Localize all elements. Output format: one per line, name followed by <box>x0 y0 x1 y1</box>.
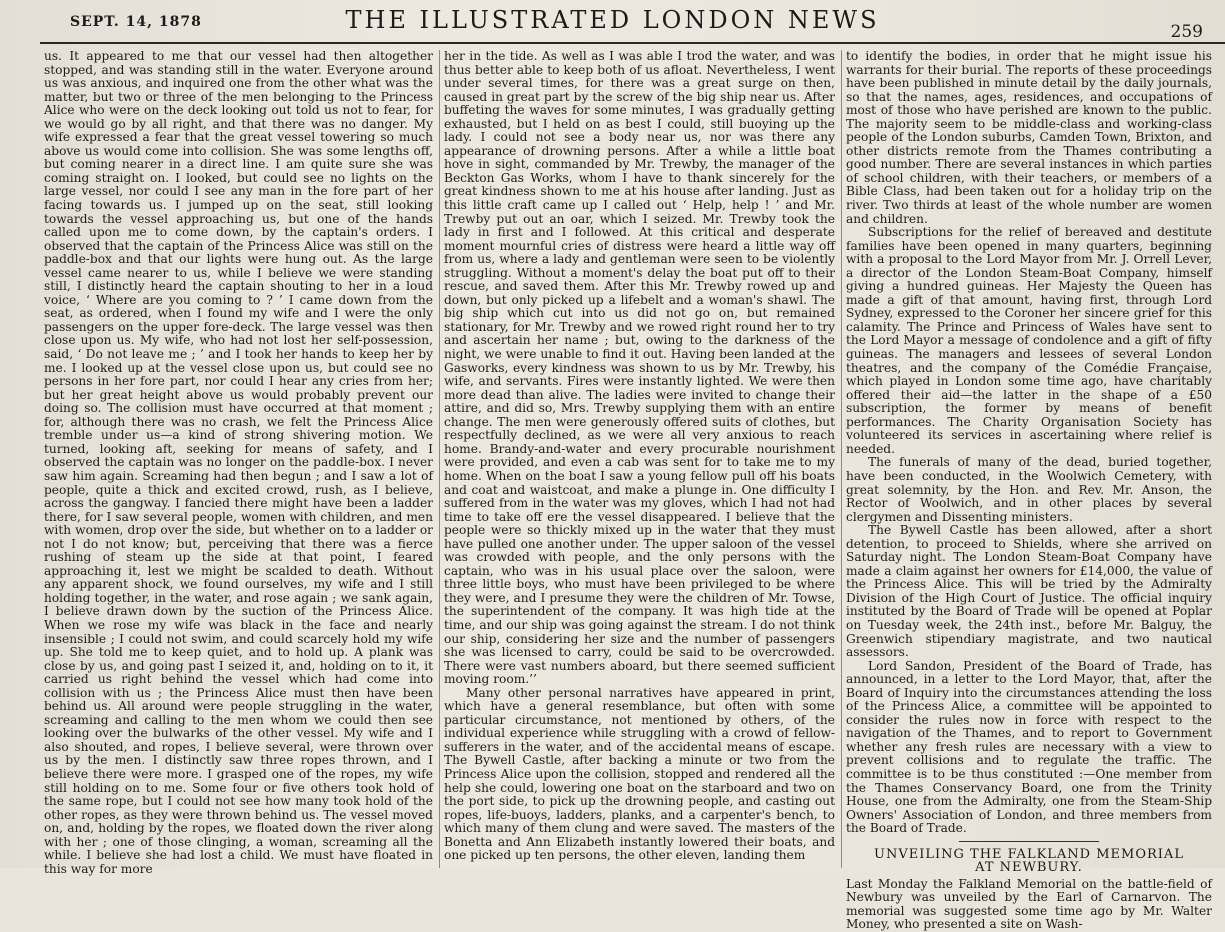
column-2 <box>444 50 835 868</box>
masthead <box>0 0 1225 44</box>
page-number: 259 <box>1170 22 1203 42</box>
column-1 <box>44 49 433 876</box>
issue-date: SEPT. 14, 1878 <box>70 14 202 30</box>
article-heading: UNVEILING THE FALKLAND MEMORIAL <box>874 846 1184 862</box>
paragraph: Many other personal narratives have appeared in print, which have a general resemblance, but often with some particular circumstance, not mentioned by others, of the individual experience while struggling with a crowd of fellow-sufferers in the water, and of the accidental means of escape. The Bywell Castle, after backing a minute or two from the Princess Alice upon the collision, stopped and rendered all the help she could, lowering one boat on the starboard and two on the port side, to pick up the drowning people, and casting out ropes, life-buoys, ladders, planks, and a carpenter's bench, to which many of them clung and were saved. The masters of the Bonetta and Ann Elizabeth instantly lowered their boats, and one picked up ten persons, the other eleven, landing them <box>444 685 835 863</box>
section-rule <box>959 841 1099 842</box>
paragraph: Subscriptions for the relief of bereaved and destitute families have been opened in many quarters, beginning with a proposal to the Lord Mayor from Mr. J. Orrell Lever, a director of the London Steam-Boat Company, himself giving a hundred guineas. Her Majesty the Queen has made a gift of that amount, having first, through Lord Sydney, expressed to the Coroner her sincere grief for this calamity. The Prince and Princess of Wales have sent to the Lord Mayor a message of condolence and a gift of fifty guineas. The managers and lessees of several London theatres, and the company of the Comédie Française, which played in London some time ago, have charitably offered their aid—the latter in the shape of a £50 subscription, the former by means of benefit performances. The Charity Organisation Society has volunteered its services in ascertaining where relief is needed. <box>846 225 1212 456</box>
paragraph: Lord Sandon, President of the Board of Trade, has announced, in a letter to the Lord Mayor, that, after the Board of Inquiry into the circumstances attending the loss of the Princess Alice, a committee will be appointed to consider the rules now in force with respect to the navigation of the Thames, and to report to Government whether any fresh rules are necessary with a view to prevent collisions and to regulate the traffic. The committee is to be thus constituted :—One member from the Thames Conservancy Board, one from the Trinity House, one from the Admiralty, one from the Steam-Ship Owners' Association of London, and three members from the Board of Trade. <box>846 658 1212 836</box>
column-divider <box>439 50 440 868</box>
column-divider <box>841 50 842 868</box>
paragraph: Last Monday the Falkland Memorial on the battle-field of Newbury was unveiled by the Earl of Carnarvon. The memorial was suggested some time ago by Mr. Walter Money, who presented a site on Wash- <box>846 876 1212 932</box>
paragraph: The Bywell Castle has been allowed, after a short detention, to proceed to Shields, where she arrived on Saturday night. The London Steam-Boat Company have made a claim against her owners for £14,000, the value of the Princess Alice. This will be tried by the Admiralty Division of the High Court of Justice. The official inquiry instituted by the Board of Trade will be opened at Poplar on Tuesday week, the 24th inst., before Mr. Balguy, the Greenwich stipendiary magistrate, and two nautical assessors. <box>846 523 1212 660</box>
paragraph: to identify the bodies, in order that he might issue his warrants for their burial. The reports of these proceedings have been published in minute detail by the daily journals, so that the names, ages, residences, and occupations of most of those who have perished are known to the public. The majority seem to be middle-class and working-class people of the London suburbs, Camden Town, Brixton, and other districts remote from the Thames contributing a good number. There are several instances in which parties of school children, with their teachers, or members of a Bible Class, had been taken out for a holiday trip on the river. Two thirds at least of the whole number are women and children. <box>846 49 1212 226</box>
paragraph: her in the tide. As well as I was able I trod the water, and was thus better able to keep both of us afloat. Nevertheless, I went under several times, for there was a great surge on then, caused in great part by the screw of the big ship near us. After buffeting the waves for some minutes, I was gradually getting exhausted, but I held on as best I could, still buoying up the lady. I could not see a body near us, nor was there any appearance of drowning persons. After a while a little boat hove in sight, commanded by Mr. Trewby, the manager of the Beckton Gas Works, whom I have to thank sincerely for the great kindness shown to me at his house after landing. Just as this little craft came up I called out ‘ Help, help ! ’ and Mr. Trewby put out an oar, which I seized. Mr. Trewby took the lady in first and I followed. At this critical and desperate moment mournful cries of distress were heard a little way off from us, where a lady and gentleman were seen to be violently struggling. Without a moment's delay the boat put off to their rescue, and saved them. After this Mr. Trewby rowed up and down, but only picked up a lifebelt and a woman's shawl. The big ship which cut into us did not go on, but remained stationary, for Mr. Trewby and we rowed right round her to try and ascertain her name ; but, owing to the darkness of the night, we were unable to find it out. Having been landed at the Gasworks, every kindness was shown to us by Mr. Trewby, his wife, and servants. Fires were instantly lighted. We were then more dead than alive. The ladies were invited to change their attire, and did so, Mrs. Trewby supplying them with an entire change. The men were generously offered suits of clothes, but respectfully declined, as we were all very anxious to reach home. Brandy-and-water and every procurable nourishment were provided, and even a cab was sent for to take me to my home. When on the boat I saw a young fellow pull off his boats and coat and waistcoat, and make a plunge in. One difficulty I suffered from in the water was my gloves, which I had not had time to take off ere the vessel disappeared. I believe that the people were so thickly mixed up in the water that they must have pulled one another under. The upper saloon of the vessel was crowded with people, and the only persons with the captain, who was in his usual place over the saloon, were three little boys, who must have been privileged to be where they were, and I presume they were the children of Mr. Towse, the superintendent of the company. It was high tide at the time, and our ship was going against the stream. I do not think our ship, considering her size and the number of passengers she was licensed to carry, could be said to be overcrowded. There were vast numbers aboard, but there seemed sufficient moving room.’’ <box>444 49 835 687</box>
article-heading-line-2: AT NEWBURY. <box>975 860 1083 876</box>
paragraph: us. It appeared to me that our vessel had then altogether stopped, and was standing still in the water. Everyone around us was anxious, and inquired one from the other what was the matter, but two or three of the men belonging to the Princess Alice who were on the deck looking out told us not to fear, for we would go by all right, and that there was no danger. My wife expressed a fear that the great vessel towering so much above us would come into collision. She was some lengths off, but coming nearer in a direct line. I am quite sure she was coming straight on. I looked, but could see no lights on the large vessel, nor could I see any man in the fore part of her facing towards us. I jumped up on the seat, still looking towards the vessel approaching us, but one of the hands called upon me to come down, by the captain's orders. I observed that the captain of the Princess Alice was still on the paddle-box and that our lights were hung out. As the large vessel came nearer to us, while I believe we were standing still, I distinctly heard the captain shouting to her in a loud voice, ‘ Where are you coming to ? ’ I came down from the seat, as ordered, when I found my wife and I were the only passengers on the upper fore-deck. The large vessel was then close upon us. My wife, who had not lost her self-possession, said, ‘ Do not leave me ; ’ and I took her hands to keep her by me. I looked up at the vessel close upon us, but could see no persons in her fore part, nor could I hear any cries from her; but her great height above us would probably prevent our doing so. The collision must have occurred at that moment ; for, although there was no crash, we felt the Princess Alice tremble under us—a kind of strong shivering motion. We turned, looking aft, seeking for means of safety, and I observed the captain was no longer on the paddle-box. I never saw him again. Screaming had then begun ; and I saw a lot of people, quite a thick and excited crowd, rush, as I believe, across the gangway. I fancied there might have been a ladder there, for I saw several people, women with children, and men with women, drop over the side, but whether on to a ladder or not I do not know; but, perceiving that there was a fierce rushing of steam up the side at that point, I feared approaching it, lest we might be scalded to death. Without any apparent shock, we found ourselves, my wife and I still holding together, in the water, and rose again ; we sank again, I believe drawn down by the suction of the Princess Alice. When we rose my wife was black in the face and nearly insensible ; I could not swim, and could scarcely hold my wife up. She told me to keep quiet, and to hold up. A plank was close by us, and going past I seized it, and, holding on to it, it carried us right behind the vessel which had come into collision with us ; the Princess Alice must then have been behind us. All around were people struggling in the water, screaming and calling to the men whom we could then see looking over the bulwarks of the other vessel. My wife and I also shouted, and ropes, I believe several, were thrown over us by the men. I distinctly saw three ropes thrown, and I believe there were more. I grasped one of the ropes, my wife still holding on to me. Some four or five others took hold of the same rope, but I could not see how many took hold of the other ropes, as they were thrown behind us. The vessel moved on, and, holding by the ropes, we floated down the river along with her ; one of those clinging, a woman, screaming all the while. I believe she had lost a child. We must have floated in this way for more <box>44 49 433 876</box>
paragraph: The funerals of many of the dead, buried together, have been conducted, in the Woolwich Cemetery, with great solemnity, by the Hon. and Rev. Mr. Anson, the Rector of Woolwich, and in other places by several clergymen and Dissenting ministers. <box>846 455 1212 524</box>
column-3 <box>846 49 1212 932</box>
newspaper-title: THE ILLUSTRATED LONDON NEWS <box>345 6 880 34</box>
header-rule <box>40 42 1225 44</box>
